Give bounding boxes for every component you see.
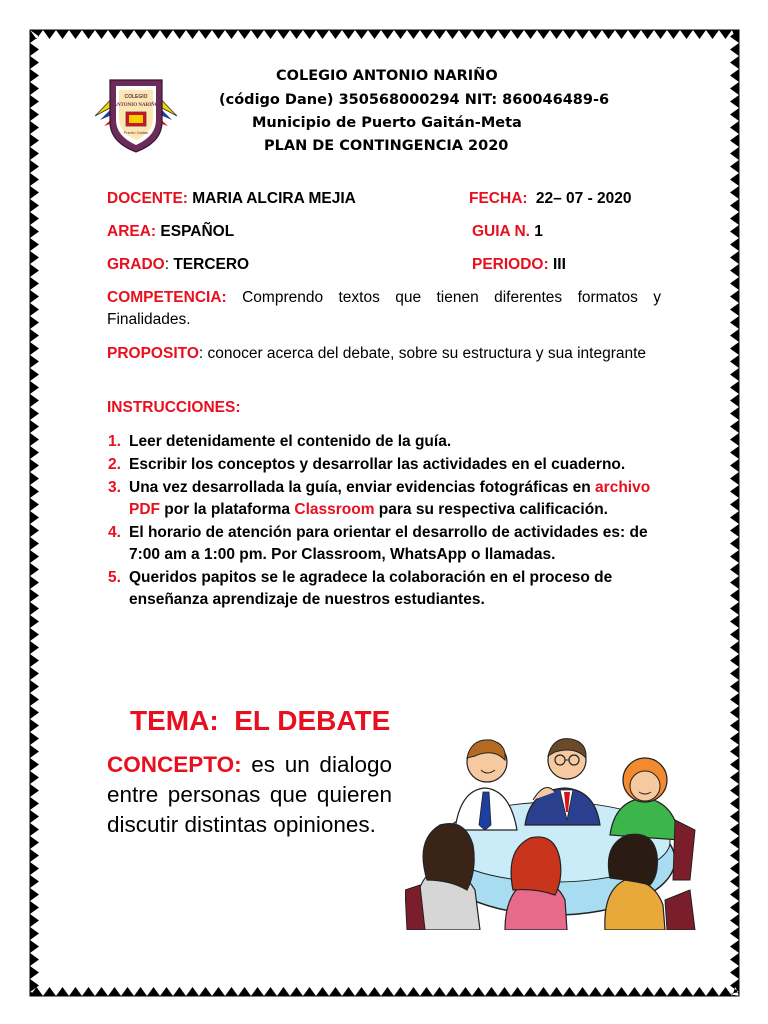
periodo-label: PERIODO:	[472, 256, 549, 273]
list-item-number: 5.	[108, 569, 121, 586]
list-item-text: Escribir los conceptos y desarrollar las actividades en el cuaderno.	[129, 456, 626, 473]
competencia-paragraph	[107, 287, 661, 331]
list-item	[108, 567, 668, 611]
guia-value: 1	[534, 223, 543, 240]
periodo-value: III	[552, 256, 566, 273]
school-shield-logo	[92, 72, 180, 154]
concepto-paragraph	[107, 750, 392, 840]
guia-label: GUIA N.	[472, 223, 530, 240]
grado-label: GRADO	[107, 256, 165, 273]
list-item-text: Queridos papitos se le agradece la colaboración en el proceso de enseñanza aprendizaje de nuestros estudiantes.	[129, 569, 613, 608]
list-item-number: 2.	[108, 456, 121, 473]
school-name: COLEGIO ANTONIO NARIÑO	[276, 68, 498, 84]
tema-title: TEMA: EL DEBATE	[130, 705, 391, 736]
grado-colon: :	[164, 256, 170, 273]
logo-text-bottom: Puerto Gaitán	[123, 130, 149, 135]
proposito-label: PROPOSITO	[107, 345, 199, 362]
list-item-number: 1.	[108, 433, 121, 450]
concepto-label: CONCEPTO:	[107, 752, 242, 777]
area-value: ESPAÑOL	[160, 223, 235, 240]
list-item-text: Leer detenidamente el contenido de la guía.	[129, 433, 452, 450]
periodo-row	[472, 256, 566, 274]
competencia-label: COMPETENCIA:	[107, 289, 227, 306]
guia-row	[472, 223, 543, 241]
grado-value: TERCERO	[173, 256, 250, 273]
list-item-text: El horario de atención para orientar el desarrollo de actividades es: de 7:00 am a 1:00 pm. Por Classroom, WhatsApp o llamadas.	[129, 524, 648, 563]
list-item	[108, 454, 668, 476]
list-item-text-post: para su respectiva calificación.	[374, 501, 608, 518]
logo-text-mid: ANTONIO NARIÑO	[113, 103, 159, 108]
area-row	[107, 223, 234, 241]
logo-text-top: COLEGIO	[124, 94, 148, 100]
instrucciones-list	[108, 431, 668, 612]
list-item-text-mid: por la plataforma	[160, 501, 295, 518]
proposito-text: : conocer acerca del debate, sobre su estructura y sua integrante	[198, 345, 647, 362]
list-item	[108, 522, 668, 566]
instrucciones-title: INSTRUCCIONES:	[107, 399, 241, 416]
debate-table-illustration	[405, 730, 705, 930]
classroom-highlight: Classroom	[294, 501, 375, 518]
list-item	[108, 431, 668, 453]
fecha-row	[469, 190, 632, 208]
list-item-number: 4.	[108, 524, 121, 541]
list-item	[108, 477, 668, 521]
fecha-value: 22– 07 - 2020	[535, 190, 632, 207]
docente-row	[107, 190, 356, 208]
fecha-label: FECHA:	[469, 190, 528, 207]
grado-row	[107, 256, 249, 274]
municipality: Municipio de Puerto Gaitán-Meta	[252, 115, 522, 131]
competencia-text: Comprendo textos que tienen diferentes formatos y Finalidades.	[107, 289, 662, 328]
proposito-paragraph	[107, 343, 661, 365]
plan-title: PLAN DE CONTINGENCIA 2020	[264, 138, 509, 154]
school-codes: (código Dane) 350568000294 NIT: 860046489-6	[219, 92, 610, 108]
docente-value: MARIA ALCIRA MEJIA	[192, 190, 356, 207]
area-label: AREA:	[107, 223, 157, 240]
docente-label: DOCENTE:	[107, 190, 188, 207]
archivo-pdf-highlight: archivo PDF	[129, 479, 651, 518]
concepto-text: es un dialogo entre personas que quieren discutir distintas opiniones.	[107, 752, 392, 837]
list-item-number: 3.	[108, 479, 121, 496]
list-item-text-pre: Una vez desarrollada la guía, enviar evidencias fotográficas en	[129, 479, 596, 496]
